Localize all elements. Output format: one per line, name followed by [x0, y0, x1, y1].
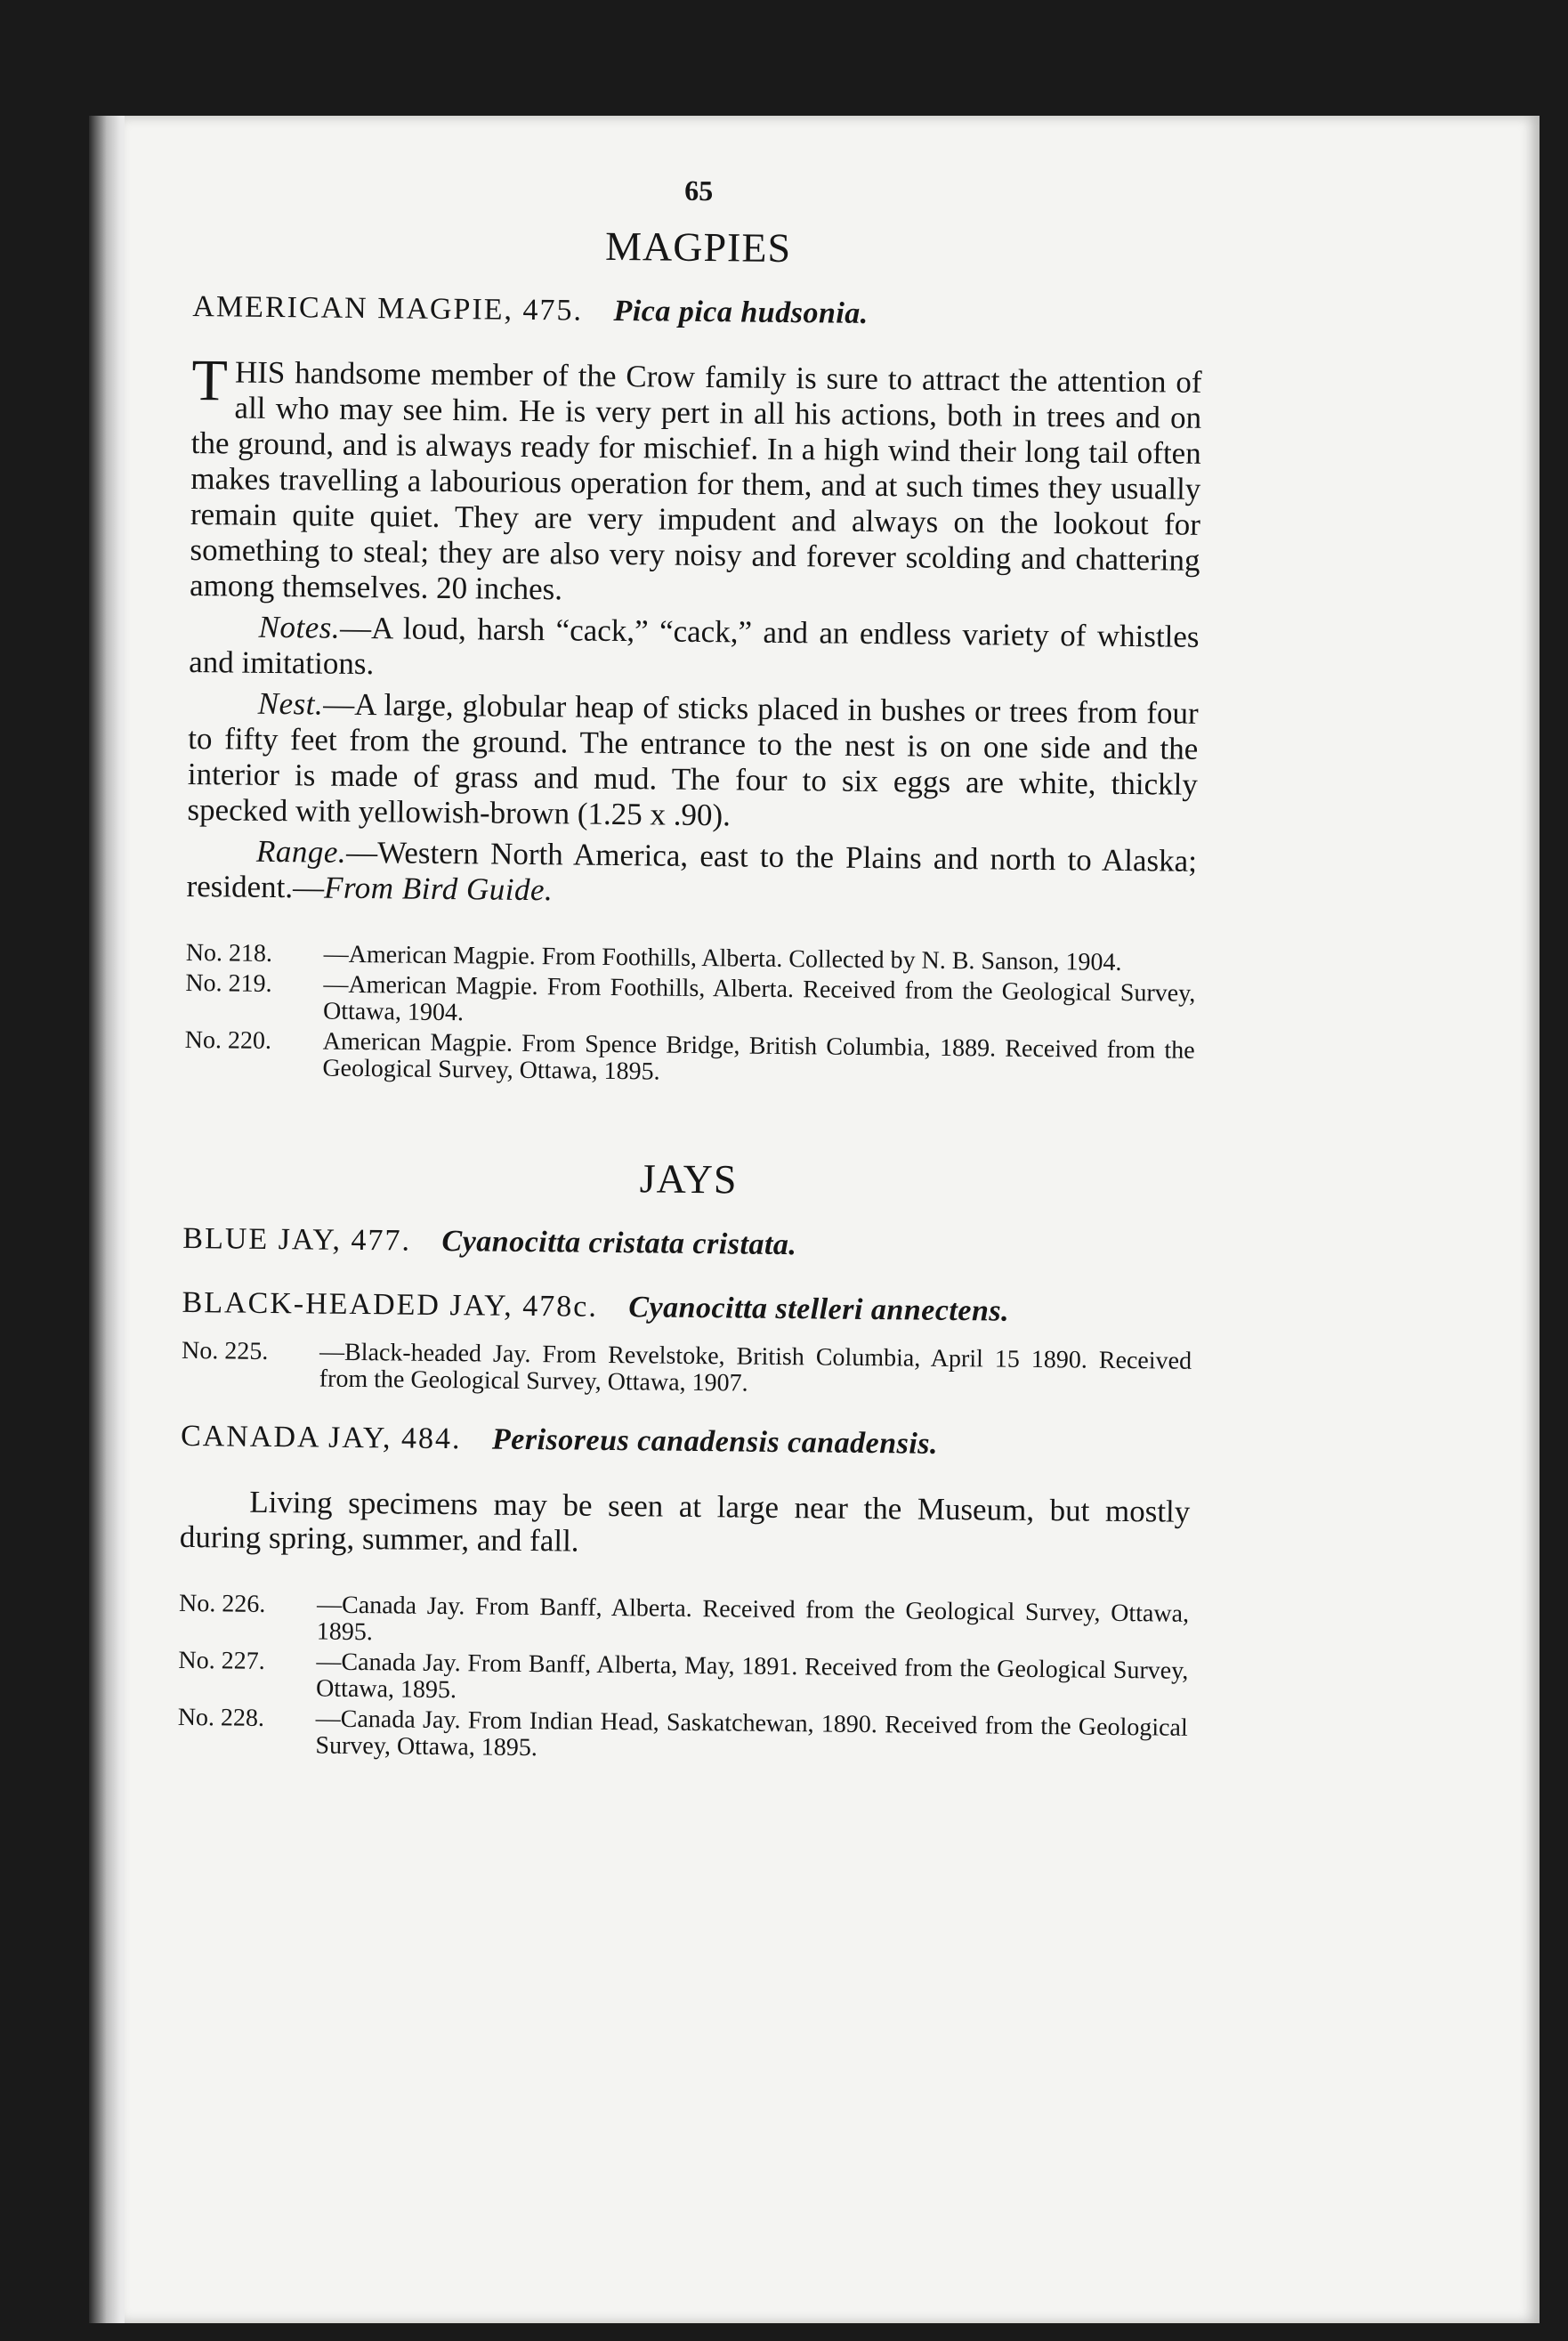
- notes-label: Notes.: [258, 609, 341, 645]
- notes-paragraph: [189, 609, 1200, 691]
- section-title-jays: JAYS: [639, 1155, 738, 1203]
- species-latin-name: Perisoreus canadensis canadensis.: [491, 1422, 939, 1461]
- nest-text: —A large, globular heap of sticks placed in bushes or trees from four to fifty feet from the ground. The entrance to the nest is on one side and the interior is made of grass and mud. The four to six eggs are white, thickly specked with yellowish-brown (1.25 x .90).: [187, 686, 1199, 833]
- drop-cap: T: [191, 347, 229, 414]
- magpie-specimen-list: [184, 940, 1196, 1091]
- species-heading-canada-jay: [181, 1420, 1191, 1464]
- species-heading-blue-jay: [182, 1222, 1192, 1267]
- specimen-text: —American Magpie. From Foothills, Alberta. Received from the Geological Survey, Ottawa, 1904.: [322, 970, 1196, 1027]
- black-headed-jay-specimen-list: [182, 1338, 1192, 1402]
- specimen-text: —Canada Jay. From Indian Head, Saskatchewan, 1890. Received from the Geological Survey, Ottawa, 1895.: [315, 1705, 1188, 1762]
- notes-text: —A loud, harsh “cack,” “cack,” and an endless variety of whistles and imitations.: [188, 610, 1200, 682]
- specimen-entry: [182, 1338, 1192, 1402]
- specimen-number: No. 219.: [185, 968, 272, 998]
- specimen-text: —American Magpie. From Foothills, Alberta. Collected by N. B. Sanson, 1904.: [323, 940, 1122, 976]
- specimen-entry: [184, 1027, 1195, 1091]
- specimen-number: No. 226.: [178, 1589, 266, 1618]
- description-text: HIS handsome member of the Crow family is sure to attract the attention of all who may see him. He is very pert in all his actions, both in trees and on the ground, and is always ready for mischief. In a high wind their long tail often makes travelling a labourious operation for them, and at such times they usually remain quite quiet. They are very impudent and always on the lookout for something to steal; they are also very noisy and forever scolding and chattering among themselves. 20 inches.: [189, 354, 1202, 607]
- page-content: [177, 169, 1204, 1772]
- specimen-text: —Canada Jay. From Banff, Alberta. Received from the Geological Survey, Ottawa, 1895.: [316, 1591, 1190, 1647]
- species-name: BLUE JAY, 477.: [182, 1221, 412, 1258]
- specimen-entry: [178, 1648, 1189, 1712]
- range-text: —Western North America, east to the Plains and north to Alaska; resident.—: [186, 834, 1198, 905]
- page-number: 65: [684, 174, 714, 207]
- specimen-entry: [177, 1705, 1188, 1769]
- species-latin-name: Pica pica hudsonia.: [613, 294, 869, 330]
- species-heading-black-headed-jay: [182, 1286, 1192, 1331]
- range-label: Range.: [255, 833, 347, 870]
- species-name: BLACK-HEADED JAY, 478c.: [182, 1285, 599, 1324]
- range-source: From Bird Guide.: [323, 870, 554, 908]
- specimen-entry: [179, 1591, 1190, 1655]
- nest-paragraph: [187, 685, 1199, 838]
- specimen-number: No. 218.: [185, 938, 273, 968]
- specimen-text: —Canada Jay. From Banff, Alberta, May, 1891. Received from the Geological Survey, Ottawa, 1895.: [315, 1648, 1189, 1705]
- specimen-number: No. 220.: [184, 1025, 272, 1055]
- specimen-number: No. 225.: [181, 1336, 269, 1365]
- species-heading-american-magpie: [192, 290, 1202, 335]
- specimen-text: —Black-headed Jay. From Revelstoke, British Columbia, April 15 1890. Received from the Geological Survey, Ottawa, 1907.: [319, 1338, 1192, 1397]
- species-name: CANADA JAY, 484.: [180, 1419, 462, 1456]
- species-latin-name: Cyanocitta cristata cristata.: [441, 1224, 797, 1262]
- nest-label: Nest.: [257, 685, 324, 722]
- specimen-text: American Magpie. From Spence Bridge, British Columbia, 1889. Received from the Geological Survey, Ottawa, 1895.: [322, 1027, 1195, 1086]
- species-name: AMERICAN MAGPIE, 475.: [192, 289, 584, 328]
- range-paragraph: [186, 833, 1197, 915]
- species-description: [189, 347, 1202, 614]
- specimen-number: No. 227.: [178, 1646, 265, 1675]
- section-title-magpies: MAGPIES: [604, 223, 792, 271]
- specimen-number: No. 228.: [177, 1703, 265, 1732]
- canada-jay-specimen-list: [177, 1591, 1189, 1769]
- specimen-entry: [185, 970, 1196, 1034]
- living-specimens-note: Living specimens may be seen at large near the Museum, but mostly during spring, summer, and fall.: [179, 1484, 1191, 1559]
- species-latin-name: Cyanocitta stelleri annectens.: [628, 1291, 1010, 1328]
